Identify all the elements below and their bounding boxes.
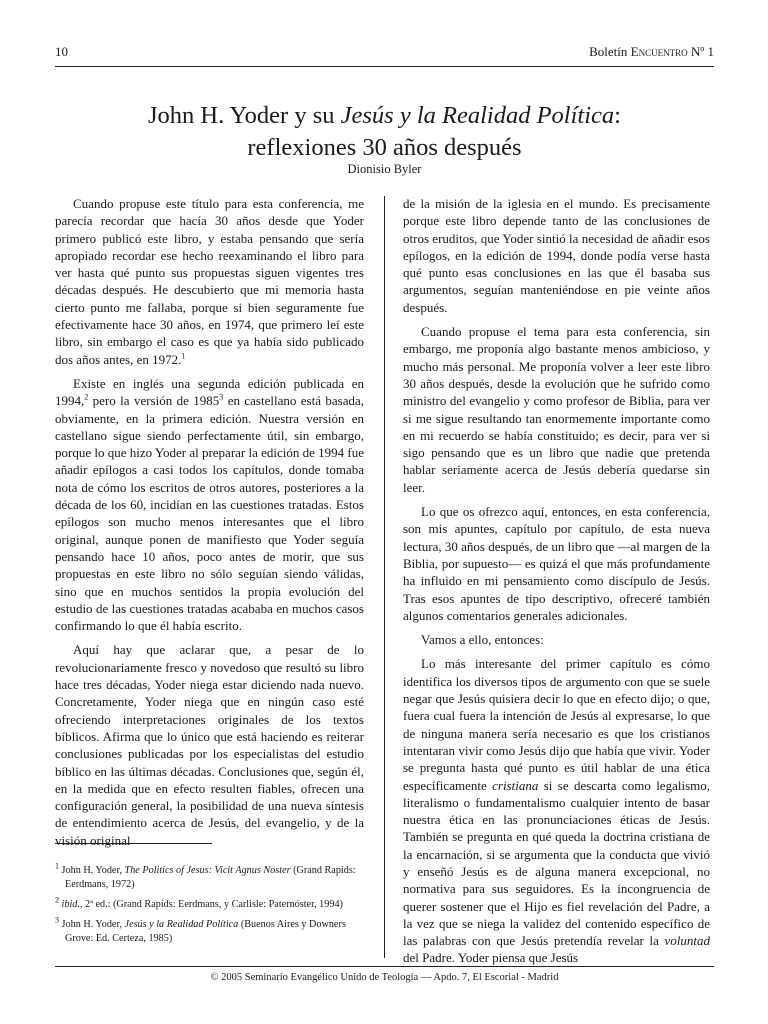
footnote-ref: 2 xyxy=(84,392,89,402)
footnote-1: $^1$ John H. Yoder, The Politics of Jesus: Vicit Agnus Noster (Grand Rapids: Eerdmans, 1972) xyxy=(55,861,356,890)
article-title: John H. Yoder y su Jesús y la Realidad Política: reflexiones 30 años después xyxy=(148,102,621,161)
footnote-ref: 3 xyxy=(219,392,224,402)
page-header xyxy=(55,44,714,64)
footnote-3: $^3$ John H. Yoder, Jesús y la Realidad Política (Buenos Aires y Downers Grove: Ed. Certeza, 1985) xyxy=(55,915,346,944)
right-column xyxy=(403,195,710,974)
paragraph: Lo que os ofrezco aquí, entonces, en esta conferencia, son mis apuntes, capítulo por capítulo, de esta nueva lectura, 30 años después, de un libro que —al margen de la Biblia, por supuesto— es quizá el que más profundamente ha influido en mi pensamiento como discípulo de Jesús. Tras esos apuntes de tipo descriptivo, ofreceré también algunos comentarios generales adicionales. xyxy=(403,504,710,623)
publication-name: Boletín Encuentro Nº 1 xyxy=(589,44,714,59)
paragraph: Cuando propuse el tema para esta conferencia, sin embargo, me proponía algo bastante menos ambicioso, y mucho más personal. Me proponía volver a leer este libro 30 años después, desde la evolución que he sufrido como ministro del evangelio y como profesor de Biblia, para ver si me sigue resultando tan enormemente importante como en mi recuerdo se había constituido; es decir, para ver si sigo pensando que es un libro que nadie que pretenda hablar seriamente acerca de Jesús debería quedarse sin leer. xyxy=(403,324,710,495)
footnote-rule xyxy=(55,843,212,844)
page-number: 10 xyxy=(55,44,68,59)
paragraph: Aquí hay que aclarar que, a pesar de lo revolucionariamente fresco y novedoso que resultó su libro hace tres décadas, Yoder niega estar diciendo nada nuevo. Concretamente, Yoder niega que en ningún caso esté ofreciendo interpretaciones originales de los textos bíblicos. Afirma que lo único que está haciendo es reiterar conclusiones publicadas por los especialistas del estudio bíblico en las últimas décadas. Conclusiones que, según él, en la medida que en efecto resulten fiables, ofrecen una configuración general, la posibilidad de una nueva síntesis de entendimiento acerca de Jesús, del evangelio, y de la visión original xyxy=(55,642,364,848)
column-divider xyxy=(384,196,385,958)
paragraph: de la misión de la iglesia en el mundo. Es precisamente porque este libro depende tanto de las conclusiones de otros eruditos, que Yoder sintió la necesidad de añadir esos epílogos, en la edición de 1994, donde podía verse hasta qué punto esas conclusiones en las que él basaba sus argumentos, seguían manteniéndose en pie veinte años después. xyxy=(403,196,710,315)
footer-rule xyxy=(55,966,714,967)
footnote-ref: 1 xyxy=(181,351,186,361)
left-column xyxy=(55,195,364,856)
paragraph: Vamos a ello, entonces: xyxy=(421,632,544,648)
article-author: Dionisio Byler xyxy=(347,162,422,176)
paragraph: Cuando propuse este título para esta conferencia, me parecía recordar que hacía 30 años desde que Yoder primero publicó este libro, y estaba pensando que sería apropiado recordar ese hecho reexaminando el libro para ver hasta qué punto sus propuestas siguen vigentes tres décadas después. He descubierto que mi memoria hasta cierto punto me fallaba, porque si bien seguramente fue efectivamente hace 30 años, en 1974, que primero leí este libro, sin embargo el caso es que ya había sido publicado dos años antes, en 1972.$^1$ xyxy=(55,196,364,367)
footnotes xyxy=(55,861,364,952)
paragraph: Existe en inglés una segunda edición publicada en 1994,$^2$ pero la versión de 1985$^3$ en castellano está basada, obviamente, en la primera edición. Nuestra versión en castellano sigue siendo perfectamente útil, sin embargo, porque lo que hizo Yoder al preparar la edición de 1994 fue añadir epílogos a casi todos los capítulos, donde tomaba nota de cómo los escritos de otros autores, posteriores a la década de los 60, incidían en las cuestiones tratadas. Estos epílogos son mucho menos interesantes que el libro original, aunque ponen de manifiesto que Yoder seguía pensando hace 10 años, poco antes de morir, que sus propuestas en este libro no sólo seguían siendo válidas, sino que en muchos sentidos la propia evolución del estudio de las cuestiones tratadas acababa en muchos casos confirmando lo que él había escrito. xyxy=(55,375,365,634)
page-footer: © 2005 Seminario Evangélico Unido de Teología — Apdo. 7, El Escorial - Madrid xyxy=(210,972,559,983)
footnote-2: $^2$ ibid., 2ª ed.: (Grand Rapids: Eerdmans, y Carlisle: Paternóster, 1994) xyxy=(55,895,343,910)
paragraph: Lo más interesante del primer capítulo es cómo identifica los diversos tipos de argumento con que se suele negar que Jesús quisiera decir lo que en efecto dijo; o que, fuera cual fuera la intención de Jesús al expresarse, lo que de ninguna manera sería necesario es que los cristianos intentaran vivir como Jesús dijo que había que vivir. Yoder se pregunta hasta qué punto es útil hablar de una ética específicamente cristiana si se descarta como legalismo, literalismo o fundamentalismo cualquier intento de basar nuestra ética en las pronunciaciones éticas de Jesús. También se pregunta en qué queda la doctrina cristiana de la encarnación, si se argumenta que la conducta que vivió y enseñó Jesús es de alguna manera excepcional, no normativa para sus seguidores. Es la incongruencia de querer sostener que el Hijo es fiel revelación del Padre, a la vez que se niega la validez del contenido específico de las palabras con que Jesús pretendía revelar la voluntad del Padre. Yoder piensa que Jesús xyxy=(403,656,710,966)
header-rule xyxy=(55,66,714,67)
